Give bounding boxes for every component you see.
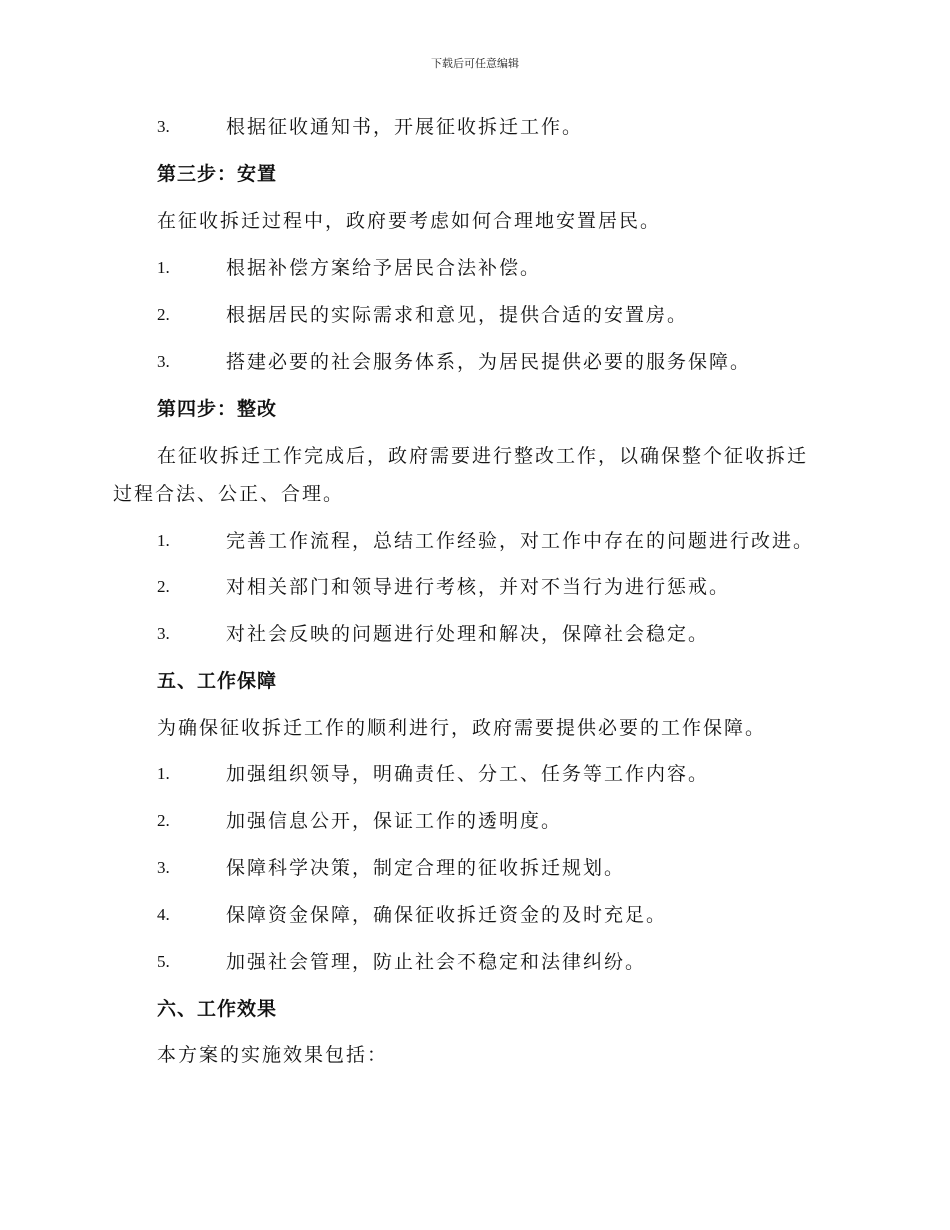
paragraph: [0, 207, 950, 235]
list-item: [0, 760, 950, 788]
list-item-number: 3.: [157, 352, 170, 371]
heading-text: 第三步：安置: [157, 163, 278, 185]
heading-text: 六、工作效果: [157, 998, 278, 1020]
paragraph-text: 过程合法、公正、合理。: [113, 483, 345, 505]
list-item-number: 4.: [157, 905, 170, 924]
heading-text: 五、工作保障: [157, 670, 278, 692]
list-item-text: 完善工作流程，总结工作经验，对工作中存在的问题进行改进。: [226, 530, 815, 552]
paragraph-text: 在征收拆迁工作完成后，政府需要进行整改工作，以确保整个征收拆迁: [157, 445, 809, 467]
list-item: [0, 573, 950, 601]
list-item-text: 对相关部门和领导进行考核，并对不当行为进行惩戒。: [226, 576, 731, 598]
paragraph-text: 本方案的实施效果包括：: [157, 1044, 389, 1066]
list-item-number: 1.: [157, 531, 170, 550]
list-item-text: 加强信息公开，保证工作的透明度。: [226, 810, 563, 832]
list-item: [0, 527, 950, 555]
list-item: [0, 113, 950, 141]
list-item-text: 根据居民的实际需求和意见，提供合适的安置房。: [226, 304, 689, 326]
heading-text: 第四步：整改: [157, 398, 278, 420]
list-item-number: 1.: [157, 258, 170, 277]
list-item-number: 2.: [157, 305, 170, 324]
section-heading-5: [0, 667, 950, 695]
list-item: [0, 807, 950, 835]
list-item-number: 3.: [157, 858, 170, 877]
list-item: [0, 901, 950, 929]
paragraph-text: 在征收拆迁过程中，政府要考虑如何合理地安置居民。: [157, 210, 662, 232]
list-item-text: 保障科学决策，制定合理的征收拆迁规划。: [226, 857, 626, 879]
list-item: [0, 854, 950, 882]
list-item-number: 3.: [157, 624, 170, 643]
section-heading-step3: [0, 160, 950, 188]
list-item-text: 对社会反映的问题进行处理和解决，保障社会稳定。: [226, 623, 710, 645]
page-header-note: 下载后可任意编辑: [431, 57, 519, 70]
section-heading-step4: [0, 395, 950, 423]
paragraph: [0, 714, 950, 742]
list-item-number: 2.: [157, 577, 170, 596]
list-item-number: 2.: [157, 811, 170, 830]
list-item-text: 保障资金保障，确保征收拆迁资金的及时充足。: [226, 904, 668, 926]
list-item-text: 加强社会管理，防止社会不稳定和法律纠纷。: [226, 951, 647, 973]
list-item: [0, 620, 950, 648]
list-item-text: 根据征收通知书，开展征收拆迁工作。: [226, 116, 584, 138]
paragraph-text: 为确保征收拆迁工作的顺利进行，政府需要提供必要的工作保障。: [157, 717, 767, 739]
paragraph-continuation: [0, 480, 950, 508]
list-item: [0, 301, 950, 329]
list-item-number: 5.: [157, 952, 170, 971]
list-item-number: 1.: [157, 764, 170, 783]
list-item: [0, 348, 950, 376]
paragraph: [0, 1041, 950, 1069]
section-heading-6: [0, 995, 950, 1023]
list-item-text: 加强组织领导，明确责任、分工、任务等工作内容。: [226, 763, 710, 785]
list-item-text: 根据补偿方案给予居民合法补偿。: [226, 257, 542, 279]
paragraph: [0, 442, 950, 470]
list-item-text: 搭建必要的社会服务体系，为居民提供必要的服务保障。: [226, 351, 752, 373]
list-item: [0, 254, 950, 282]
list-item: [0, 948, 950, 976]
list-item-number: 3.: [157, 117, 170, 136]
